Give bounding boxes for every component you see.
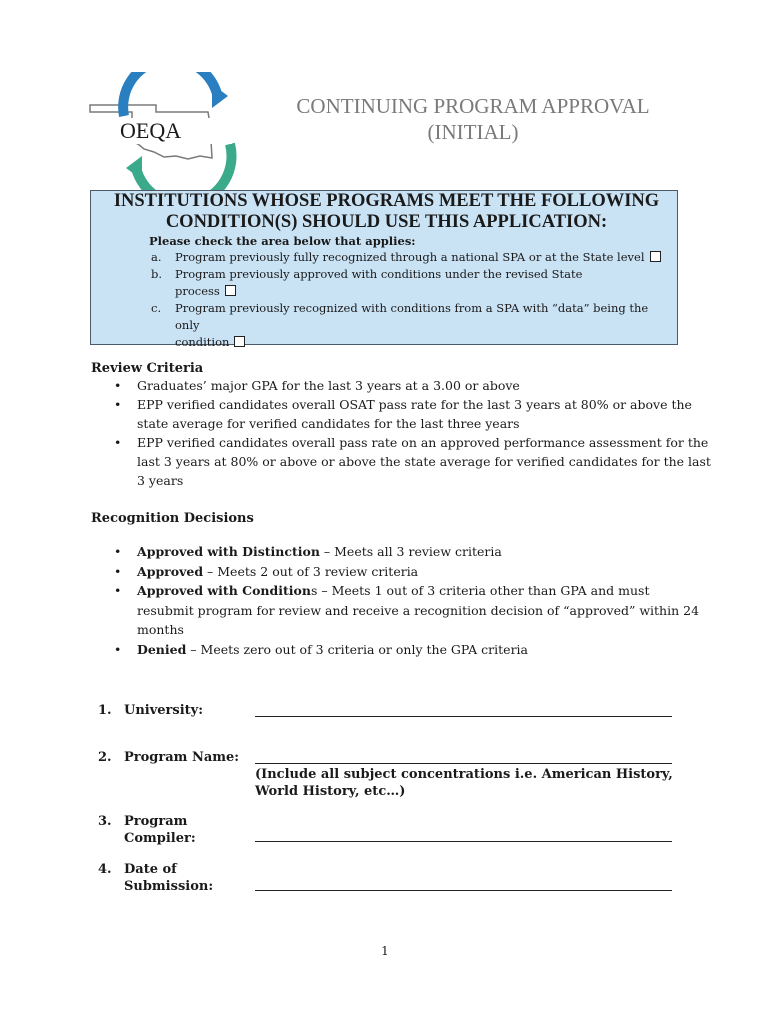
page-title [228,93,718,145]
recognition-decisions-section [91,511,711,659]
field-number: 1. [98,703,112,718]
field-label-line-2: Submission: [124,879,214,894]
conditions-list [149,249,669,351]
review-criteria-heading: Review Criteria [91,361,204,376]
bullet-icon: • [114,544,122,559]
university-input-line[interactable] [255,702,672,717]
date-of-submission-input-line[interactable] [255,876,672,891]
condition-letter: b. [151,267,163,281]
condition-letter: a. [151,250,162,264]
bullet-icon: • [114,435,122,450]
recognition-decisions-heading: Recognition Decisions [91,511,254,526]
conditions-heading [99,191,674,233]
field-label [124,861,244,895]
list-item [91,542,711,562]
decision-description: – Meets zero out of 3 criteria or only the GPA criteria [186,641,529,657]
decision-description: s – Meets 1 out of 3 criteria other than GPA and must [310,583,650,598]
condition-text: Program previously approved with conditions under the revised State [175,267,583,281]
bullet-icon: • [114,641,122,657]
list-item [91,395,711,433]
list-item [91,433,711,490]
decision-name: Approved with Distinction [137,544,320,559]
list-item-text: EPP verified candidates overall OSAT pass rate for the last 3 years at 80% or above the [137,397,692,412]
list-item-text: Graduates’ major GPA for the last 3 years at a 3.00 or above [137,378,520,393]
list-item-text-cont: last 3 years at 80% or above or above the state average for verified candidates for the last [137,454,711,469]
bullet-icon: • [114,563,122,579]
list-item-text-cont: state average for verified candidates for the last three years [137,416,520,431]
field-label-line-1: Date of [124,862,177,877]
field-label [124,813,244,847]
condition-a-checkbox[interactable] [650,251,661,262]
review-criteria-section [91,361,711,490]
review-criteria-list [91,376,711,490]
title-line-1: CONTINUING PROGRAM APPROVAL [296,94,650,118]
condition-text-cont: condition [175,335,230,349]
oeqa-logo [88,72,248,192]
logo-arc-top-text: QUALITY [144,82,190,103]
list-item [91,640,711,660]
condition-letter: c. [151,301,162,315]
condition-text-cont: process [175,284,220,298]
decision-name: Approved with Condition [137,583,311,598]
decision-description: – Meets 2 out of 3 review criteria [203,563,419,579]
field-label: University: [124,703,204,718]
list-item-text: EPP verified candidates overall pass rate on an approved performance assessment for the [137,435,709,450]
decision-description-cont: months [137,622,184,637]
field-number: 2. [98,750,112,765]
conditions-box [90,190,678,349]
field-label-line-1: Program [124,814,188,829]
condition-text: Program previously recognized with conditions from a SPA with “data” being the only [175,301,649,332]
program-name-note [255,766,685,800]
bullet-icon: • [114,378,122,393]
bullet-icon: • [114,583,122,598]
decision-description-cont: resubmit program for review and receive a recognition decision of “approved” within 24 [137,602,700,618]
conditions-heading-line-1: INSTITUTIONS WHOSE PROGRAMS MEET THE FOLLOWING [113,191,660,211]
list-item [91,562,711,582]
field-label: Program Name: [124,750,240,765]
recognition-decisions-list [91,542,711,659]
condition-text: Program previously fully recognized through a national SPA or at the State level [175,250,645,264]
program-compiler-input-line[interactable] [255,827,672,842]
logo-wordmark: OEQA [120,118,182,143]
note-line-1: (Include all subject concentrations i.e. American History, [255,767,673,782]
condition-c-checkbox[interactable] [234,336,245,347]
conditions-heading-line-2: CONDITION(S) SHOULD USE THIS APPLICATION: [165,212,608,232]
condition-b-checkbox[interactable] [225,285,236,296]
decision-name: Denied [137,641,187,657]
list-item [91,376,711,395]
page-number: 1 [381,944,389,958]
decision-description: – Meets all 3 review criteria [319,544,502,559]
list-item [91,581,711,640]
field-label-line-2: Compiler: [124,831,196,846]
logo-arc-bottom-text: ACCOUNTABILITY [147,161,221,184]
condition-item-a [149,249,669,266]
title-line-2: (INITIAL) [427,120,519,144]
bullet-icon: • [114,397,122,412]
note-line-2: World History, etc…) [255,784,406,799]
condition-item-c [149,300,669,351]
condition-item-b [149,266,669,300]
decision-name: Approved [137,563,204,579]
list-item-text-cont: 3 years [137,473,184,488]
field-number: 3. [98,814,112,829]
program-name-input-line[interactable] [255,749,672,764]
conditions-instruction: Please check the area below that applies: [149,234,416,248]
field-number: 4. [98,862,112,877]
